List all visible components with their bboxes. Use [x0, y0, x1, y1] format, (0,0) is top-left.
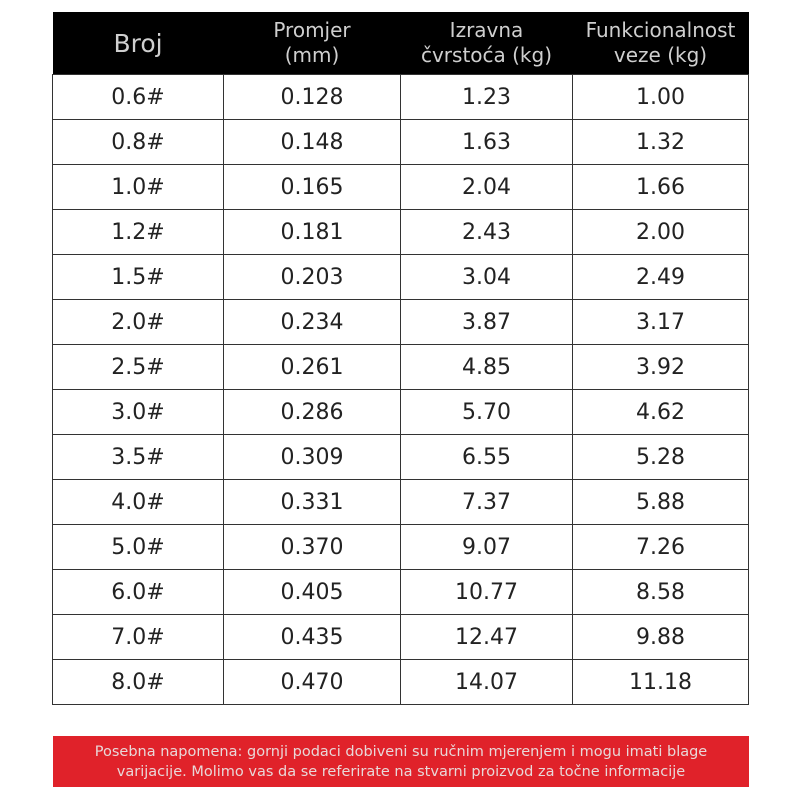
cell-straight-strength: 7.37 — [401, 480, 573, 525]
table-row — [53, 75, 749, 120]
table-row — [53, 570, 749, 615]
cell-straight-strength: 3.04 — [401, 255, 573, 300]
header-row — [53, 12, 749, 75]
table-row — [53, 300, 749, 345]
cell-straight-strength: 2.43 — [401, 210, 573, 255]
table-header — [53, 12, 749, 75]
cell-number: 7.0# — [53, 615, 224, 660]
header-knot-strength: Funkcionalnost veze (kg) — [573, 12, 749, 75]
table-row — [53, 525, 749, 570]
table-body — [53, 75, 749, 705]
cell-knot-strength: 1.32 — [573, 120, 749, 165]
cell-knot-strength: 5.88 — [573, 480, 749, 525]
table-row — [53, 615, 749, 660]
cell-straight-strength: 9.07 — [401, 525, 573, 570]
cell-diameter: 0.203 — [224, 255, 401, 300]
cell-knot-strength: 8.58 — [573, 570, 749, 615]
cell-number: 6.0# — [53, 570, 224, 615]
cell-diameter: 0.148 — [224, 120, 401, 165]
cell-number: 1.5# — [53, 255, 224, 300]
table-row — [53, 120, 749, 165]
cell-number: 4.0# — [53, 480, 224, 525]
cell-diameter: 0.165 — [224, 165, 401, 210]
table-row — [53, 660, 749, 705]
table-row — [53, 390, 749, 435]
cell-diameter: 0.234 — [224, 300, 401, 345]
cell-straight-strength: 1.23 — [401, 75, 573, 120]
cell-straight-strength: 1.63 — [401, 120, 573, 165]
table-row — [53, 255, 749, 300]
table-row — [53, 435, 749, 480]
header-straight-strength: Izravna čvrstoća (kg) — [401, 12, 573, 75]
disclaimer-note — [53, 736, 749, 787]
cell-knot-strength: 9.88 — [573, 615, 749, 660]
spec-table — [52, 12, 749, 705]
table-row — [53, 210, 749, 255]
cell-number: 2.5# — [53, 345, 224, 390]
disclaimer-line-1: Posebna napomena: gornji podaci dobiveni su ručnim mjerenjem i mogu imati blage — [94, 743, 708, 760]
cell-straight-strength: 5.70 — [401, 390, 573, 435]
cell-diameter: 0.261 — [224, 345, 401, 390]
cell-number: 3.5# — [53, 435, 224, 480]
cell-diameter: 0.370 — [224, 525, 401, 570]
cell-straight-strength: 10.77 — [401, 570, 573, 615]
disclaimer-line-2: varijacije. Molimo vas da se referirate na stvarni proizvod za točne informacije — [116, 763, 686, 780]
cell-straight-strength: 14.07 — [401, 660, 573, 705]
spec-table-container — [52, 12, 748, 705]
cell-number: 1.0# — [53, 165, 224, 210]
cell-knot-strength: 11.18 — [573, 660, 749, 705]
table-row — [53, 480, 749, 525]
cell-knot-strength: 7.26 — [573, 525, 749, 570]
cell-diameter: 0.286 — [224, 390, 401, 435]
cell-number: 3.0# — [53, 390, 224, 435]
header-number: Broj — [53, 12, 224, 75]
cell-knot-strength: 4.62 — [573, 390, 749, 435]
cell-straight-strength: 2.04 — [401, 165, 573, 210]
cell-diameter: 0.331 — [224, 480, 401, 525]
table-row — [53, 345, 749, 390]
cell-knot-strength: 2.00 — [573, 210, 749, 255]
cell-number: 5.0# — [53, 525, 224, 570]
cell-number: 2.0# — [53, 300, 224, 345]
table-row — [53, 165, 749, 210]
cell-diameter: 0.128 — [224, 75, 401, 120]
header-diameter: Promjer (mm) — [224, 12, 401, 75]
cell-diameter: 0.181 — [224, 210, 401, 255]
cell-knot-strength: 3.92 — [573, 345, 749, 390]
cell-number: 8.0# — [53, 660, 224, 705]
cell-diameter: 0.309 — [224, 435, 401, 480]
cell-knot-strength: 3.17 — [573, 300, 749, 345]
cell-diameter: 0.435 — [224, 615, 401, 660]
cell-knot-strength: 5.28 — [573, 435, 749, 480]
cell-knot-strength: 1.00 — [573, 75, 749, 120]
cell-diameter: 0.405 — [224, 570, 401, 615]
cell-number: 1.2# — [53, 210, 224, 255]
cell-straight-strength: 4.85 — [401, 345, 573, 390]
cell-straight-strength: 3.87 — [401, 300, 573, 345]
cell-knot-strength: 2.49 — [573, 255, 749, 300]
cell-diameter: 0.470 — [224, 660, 401, 705]
cell-straight-strength: 12.47 — [401, 615, 573, 660]
cell-knot-strength: 1.66 — [573, 165, 749, 210]
cell-number: 0.8# — [53, 120, 224, 165]
cell-number: 0.6# — [53, 75, 224, 120]
cell-straight-strength: 6.55 — [401, 435, 573, 480]
